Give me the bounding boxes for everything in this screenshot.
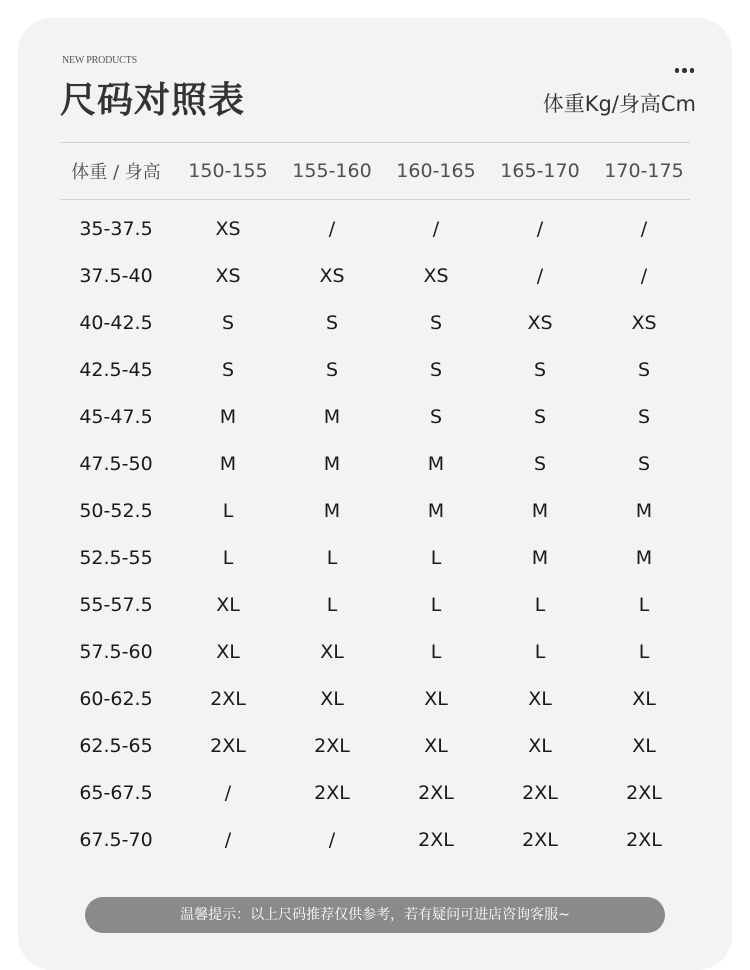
- table-row: [56, 816, 696, 863]
- size-cell: S: [325, 311, 339, 334]
- table-row: [56, 628, 696, 675]
- size-cell: 2XL: [210, 734, 246, 757]
- size-cell: 2XL: [626, 781, 662, 804]
- size-cell: L: [430, 546, 442, 569]
- size-cell: /: [536, 264, 544, 287]
- size-cell: 2XL: [314, 781, 350, 804]
- size-cell: L: [430, 593, 442, 616]
- size-cell: XL: [424, 687, 448, 710]
- size-cell: XL: [424, 734, 448, 757]
- weight-cell: 67.5-70: [79, 828, 153, 851]
- table-row: [56, 393, 696, 440]
- size-cell: /: [328, 828, 336, 851]
- size-cell: L: [222, 546, 234, 569]
- table-row: [56, 487, 696, 534]
- size-cell: S: [221, 311, 235, 334]
- size-cell: M: [219, 405, 237, 428]
- size-cell: S: [325, 358, 339, 381]
- table-row: [56, 675, 696, 722]
- size-chart-card: [18, 18, 732, 970]
- size-cell: S: [533, 358, 547, 381]
- size-cell: /: [224, 828, 232, 851]
- table-row: [56, 440, 696, 487]
- column-header: 165-170: [500, 160, 580, 182]
- weight-cell: 55-57.5: [79, 593, 153, 616]
- kicker-text: NEW PRODUCTS: [62, 55, 137, 66]
- size-cell: S: [429, 405, 443, 428]
- size-cell: 2XL: [522, 781, 558, 804]
- size-cell: 2XL: [418, 828, 454, 851]
- size-cell: XS: [527, 311, 553, 334]
- weight-cell: 60-62.5: [79, 687, 153, 710]
- size-cell: XL: [216, 593, 240, 616]
- weight-cell: 37.5-40: [79, 264, 153, 287]
- size-cell: XL: [528, 687, 552, 710]
- size-cell: XL: [632, 734, 656, 757]
- table-row: [56, 722, 696, 769]
- weight-cell: 47.5-50: [79, 452, 153, 475]
- size-cell: M: [219, 452, 237, 475]
- column-header: 155-160: [292, 160, 372, 182]
- header-row: [56, 147, 696, 195]
- divider-top: [60, 142, 690, 143]
- size-cell: XS: [215, 217, 241, 240]
- size-cell: L: [222, 499, 234, 522]
- size-cell: S: [637, 358, 651, 381]
- size-cell: /: [328, 217, 336, 240]
- weight-cell: 50-52.5: [79, 499, 153, 522]
- more-dot: [690, 68, 695, 73]
- more-dot: [675, 68, 680, 73]
- column-header: 150-155: [188, 160, 268, 182]
- table-row: [56, 534, 696, 581]
- size-table-body: [56, 205, 696, 863]
- table-header: [56, 147, 696, 195]
- size-cell: S: [221, 358, 235, 381]
- size-cell: /: [640, 264, 648, 287]
- size-cell: M: [635, 499, 653, 522]
- size-cell: 2XL: [314, 734, 350, 757]
- size-cell: L: [326, 593, 338, 616]
- more-horizontal-icon[interactable]: [675, 68, 695, 73]
- more-dot: [682, 68, 687, 73]
- size-cell: /: [640, 217, 648, 240]
- size-cell: XL: [320, 640, 344, 663]
- size-cell: L: [326, 546, 338, 569]
- size-cell: XS: [631, 311, 657, 334]
- table-row: [56, 205, 696, 252]
- column-header: 160-165: [396, 160, 476, 182]
- size-cell: M: [635, 546, 653, 569]
- unit-label: 体重Kg/身高Cm: [542, 92, 696, 116]
- weight-cell: 65-67.5: [79, 781, 153, 804]
- size-cell: M: [323, 405, 341, 428]
- page-title: 尺码对照表: [60, 80, 246, 121]
- size-cell: XS: [423, 264, 449, 287]
- size-cell: 2XL: [210, 687, 246, 710]
- size-cell: 2XL: [418, 781, 454, 804]
- weight-cell: 52.5-55: [79, 546, 153, 569]
- size-cell: L: [638, 640, 650, 663]
- size-cell: M: [427, 452, 445, 475]
- table-row: [56, 769, 696, 816]
- size-cell: 2XL: [626, 828, 662, 851]
- size-cell: XL: [216, 640, 240, 663]
- size-cell: L: [534, 593, 546, 616]
- size-cell: /: [224, 781, 232, 804]
- table-row: [56, 299, 696, 346]
- size-cell: S: [429, 311, 443, 334]
- weight-cell: 45-47.5: [79, 405, 153, 428]
- size-cell: XL: [528, 734, 552, 757]
- weight-cell: 35-37.5: [79, 217, 153, 240]
- size-cell: L: [534, 640, 546, 663]
- size-cell: S: [533, 452, 547, 475]
- size-cell: M: [531, 499, 549, 522]
- divider-header: [60, 199, 690, 200]
- size-cell: M: [531, 546, 549, 569]
- size-cell: M: [323, 499, 341, 522]
- weight-cell: 40-42.5: [79, 311, 153, 334]
- size-cell: S: [637, 405, 651, 428]
- size-cell: M: [427, 499, 445, 522]
- weight-cell: 62.5-65: [79, 734, 153, 757]
- weight-cell: 42.5-45: [79, 358, 153, 381]
- size-cell: XS: [319, 264, 345, 287]
- size-cell: XL: [632, 687, 656, 710]
- table-row: [56, 346, 696, 393]
- table-row: [56, 252, 696, 299]
- column-header: 170-175: [604, 160, 684, 182]
- size-cell: S: [637, 452, 651, 475]
- corner-header: 体重 / 身高: [71, 162, 161, 183]
- size-cell: /: [536, 217, 544, 240]
- size-cell: XS: [215, 264, 241, 287]
- tip-banner: 温馨提示：以上尺码推荐仅供参考，若有疑问可进店咨询客服~: [85, 897, 665, 933]
- size-cell: S: [429, 358, 443, 381]
- size-cell: S: [533, 405, 547, 428]
- size-cell: M: [323, 452, 341, 475]
- size-cell: 2XL: [522, 828, 558, 851]
- size-cell: L: [430, 640, 442, 663]
- size-cell: /: [432, 217, 440, 240]
- table-row: [56, 581, 696, 628]
- size-cell: L: [638, 593, 650, 616]
- weight-cell: 57.5-60: [79, 640, 153, 663]
- size-cell: XL: [320, 687, 344, 710]
